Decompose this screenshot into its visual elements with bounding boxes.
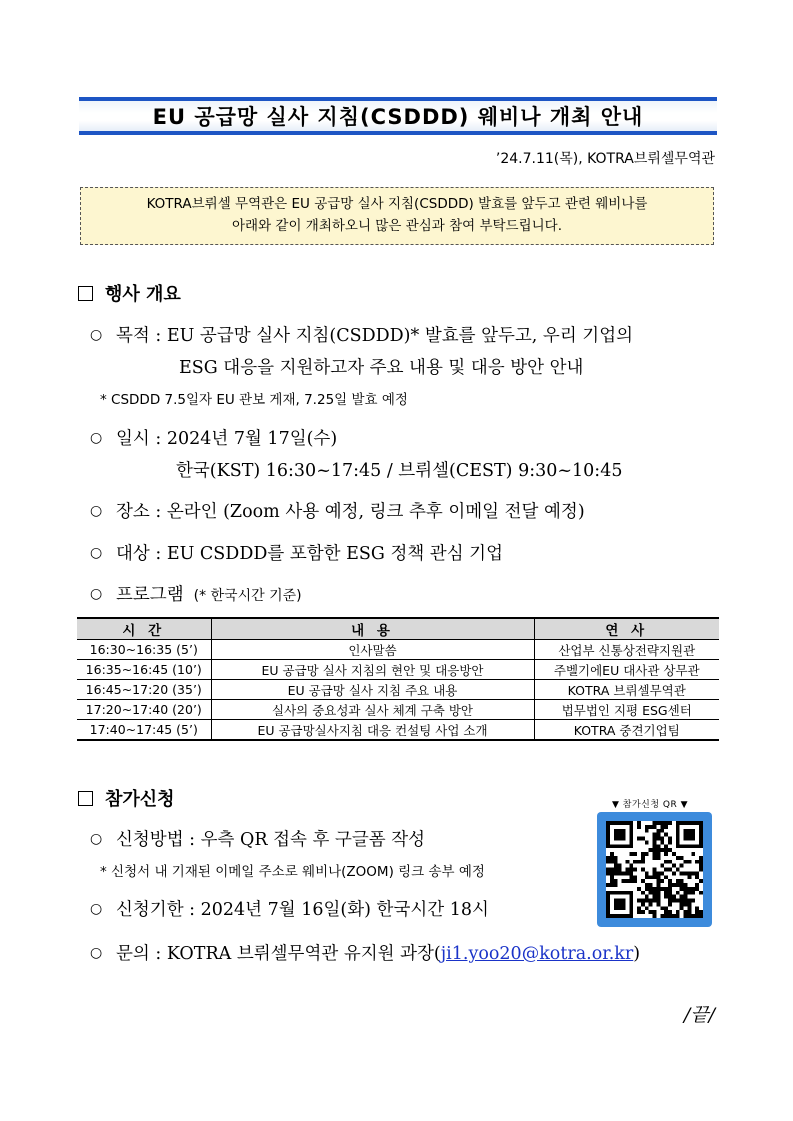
notice-line-1: KOTRA브뤼셀 무역관은 EU 공급망 실사 지침(CSDDD) 발효를 앞두고 관련 웨비나를 <box>146 196 648 212</box>
date-continuation: 한국(KST) 16:30~17:45 / 브뤼셀(CEST) 9:30~10:45 <box>176 461 623 481</box>
header-content: 내 용 <box>211 618 534 640</box>
cell-time: 17:20~17:40 (20’) <box>77 700 211 720</box>
place-text: 장소 : 온라인 (Zoom 사용 예정, 링크 추후 이메일 전달 예정) <box>116 502 585 522</box>
target-item <box>90 540 503 565</box>
purpose-note: * CSDDD 7.5일자 EU 관보 게재, 7.25일 발효 예정 <box>100 392 408 408</box>
purpose-item <box>90 322 633 347</box>
title-banner <box>79 97 717 135</box>
notice-box <box>80 187 714 245</box>
table-row <box>77 680 719 700</box>
cell-speaker: 법무법인 지평 ESG센터 <box>534 700 719 720</box>
cell-content: EU 공급망 실사 지침의 현안 및 대응방안 <box>211 660 534 680</box>
circle-bullet-icon: ○ <box>90 430 103 446</box>
circle-bullet-icon: ○ <box>90 503 103 519</box>
contact-email-link[interactable]: ji1.yoo20@kotra.or.kr <box>440 944 634 964</box>
cell-content: 실사의 중요성과 실사 체계 구축 방안 <box>211 700 534 720</box>
date-line: ’24.7.11(목), KOTRA브뤼셀무역관 <box>495 151 715 167</box>
qr-label: ▼ 참가신청 QR ▼ <box>612 800 689 810</box>
cell-speaker: KOTRA 중견기업팀 <box>534 720 719 741</box>
qr-code[interactable] <box>597 812 712 927</box>
cell-content: EU 공급망 실사 지침 주요 내용 <box>211 680 534 700</box>
program-note: (* 한국시간 기준) <box>193 588 302 604</box>
cell-content: EU 공급망실사지침 대응 컨설팅 사업 소개 <box>211 720 534 741</box>
circle-bullet-icon: ○ <box>90 945 103 961</box>
table-header-row <box>77 618 719 640</box>
section-heading-registration: 참가신청 <box>78 785 175 811</box>
cell-speaker: KOTRA 브뤼셀무역관 <box>534 680 719 700</box>
circle-bullet-icon: ○ <box>90 327 103 343</box>
cell-speaker: 주벨기에EU 대사관 상무관 <box>534 660 719 680</box>
square-bullet-icon <box>78 286 93 301</box>
square-bullet-icon <box>78 791 93 806</box>
cell-speaker: 산업부 신통상전략지원관 <box>534 640 719 660</box>
contact-text: 문의 : KOTRA 브뤼셀무역관 유지원 과장( <box>116 944 441 964</box>
purpose-text: 목적 : EU 공급망 실사 지침(CSDDD)* 발효를 앞두고, 우리 기업의 <box>116 326 634 346</box>
table-row <box>77 700 719 720</box>
target-text: 대상 : EU CSDDD를 포함한 ESG 정책 관심 기업 <box>116 544 503 564</box>
end-mark: /끝/ <box>683 1004 715 1026</box>
date-item <box>90 425 337 450</box>
circle-bullet-icon: ○ <box>90 901 103 917</box>
cell-time: 16:45~17:20 (35’) <box>77 680 211 700</box>
date-text: 일시 : 2024년 7월 17일(수) <box>116 429 338 449</box>
cell-content: 인사말씀 <box>211 640 534 660</box>
circle-bullet-icon: ○ <box>90 586 103 602</box>
cell-time: 16:35~16:45 (10’) <box>77 660 211 680</box>
program-text: 프로그램 <box>116 585 184 605</box>
circle-bullet-icon: ○ <box>90 545 103 561</box>
purpose-continuation: ESG 대응을 지원하고자 주요 내용 및 대응 방안 안내 <box>179 358 584 378</box>
deadline-text: 신청기한 : 2024년 7월 16일(화) 한국시간 18시 <box>116 900 489 920</box>
contact-suffix: ) <box>633 944 641 964</box>
table-row <box>77 720 719 741</box>
page-title: EU 공급망 실사 지침(CSDDD) 웨비나 개최 안내 <box>152 105 644 129</box>
table-row <box>77 660 719 680</box>
table-row <box>77 640 719 660</box>
method-note: * 신청서 내 기재된 이메일 주소로 웨비나(ZOOM) 링크 송부 예정 <box>100 864 485 880</box>
program-item <box>90 581 302 606</box>
qr-code-icon <box>606 821 703 918</box>
method-item <box>90 826 425 851</box>
notice-line-2: 아래와 같이 개최하오니 많은 관심과 참여 부탁드립니다. <box>232 218 562 234</box>
contact-item <box>90 940 640 965</box>
circle-bullet-icon: ○ <box>90 831 103 847</box>
program-table <box>77 617 719 741</box>
place-item <box>90 498 585 523</box>
section-heading-overview: 행사 개요 <box>78 280 181 306</box>
header-time: 시 간 <box>77 618 211 640</box>
cell-time: 16:30~16:35 (5’) <box>77 640 211 660</box>
method-text: 신청방법 : 우측 QR 접속 후 구글폼 작성 <box>116 830 426 850</box>
header-speaker: 연 사 <box>534 618 719 640</box>
cell-time: 17:40~17:45 (5’) <box>77 720 211 741</box>
deadline-item <box>90 896 489 921</box>
